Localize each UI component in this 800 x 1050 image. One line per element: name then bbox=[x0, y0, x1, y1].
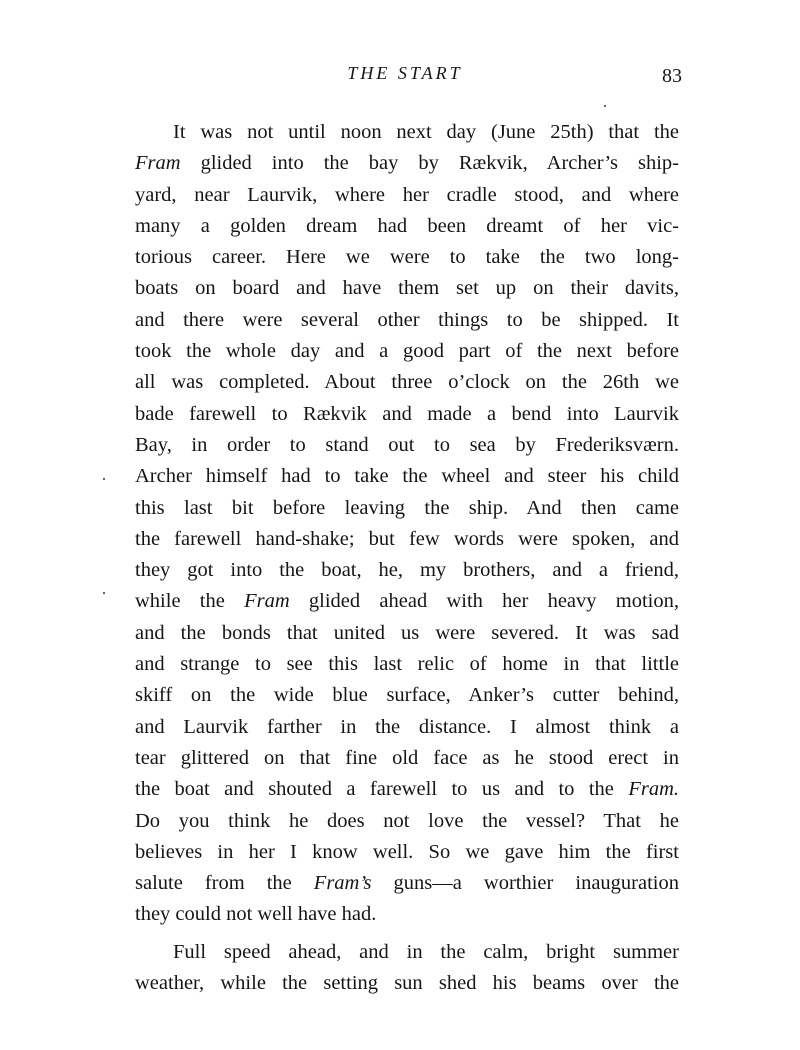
text-run: salute from the bbox=[135, 872, 314, 895]
italic-ship-name: Fram. bbox=[628, 778, 679, 801]
text-line bbox=[135, 968, 679, 999]
text-run: bade farewell to Rækvik and made a bend into Laurvik bbox=[135, 402, 679, 425]
text-line bbox=[135, 555, 679, 586]
paragraph bbox=[135, 937, 679, 1000]
text-run: while the bbox=[135, 590, 245, 613]
text-run: they got into the boat, he, my brothers, and a friend, bbox=[135, 559, 679, 582]
text-run: skiff on the wide blue surface, Anker’s cutter behind, bbox=[135, 684, 679, 707]
text-line bbox=[135, 743, 679, 774]
text-line bbox=[135, 336, 679, 367]
text-run: guns—a worthier inauguration bbox=[371, 872, 679, 895]
italic-ship-name: Fram bbox=[244, 590, 290, 613]
text-run: tear glittered on that fine old face as he stood erect in bbox=[135, 746, 679, 769]
text-line bbox=[135, 868, 679, 899]
text-run: Archer himself had to take the wheel and steer his child bbox=[135, 465, 679, 488]
text-line bbox=[135, 461, 679, 492]
text-line bbox=[135, 618, 679, 649]
print-speck bbox=[604, 105, 606, 107]
print-speck bbox=[103, 592, 105, 594]
text-line bbox=[135, 430, 679, 461]
text-run: this last bit before leaving the ship. And then came bbox=[135, 496, 679, 519]
text-line bbox=[135, 211, 679, 242]
text-line bbox=[135, 117, 679, 148]
text-line bbox=[135, 273, 679, 304]
text-run: believes in her I know well. So we gave him the first bbox=[135, 840, 679, 863]
text-line bbox=[135, 524, 679, 555]
text-run: weather, while the setting sun shed his beams over the bbox=[135, 972, 679, 995]
running-head bbox=[0, 63, 800, 93]
text-run: torious career. Here we were to take the two long- bbox=[135, 246, 679, 269]
running-title: THE START bbox=[347, 63, 463, 83]
text-run: they could not well have had. bbox=[135, 903, 377, 926]
text-run: took the whole day and a good part of the next before bbox=[135, 340, 679, 363]
page-number: 83 bbox=[662, 65, 682, 87]
body-text bbox=[135, 117, 679, 999]
text-line bbox=[135, 242, 679, 273]
text-run: the boat and shouted a farewell to us and to the bbox=[135, 778, 629, 801]
italic-ship-name: Fram’s bbox=[313, 872, 372, 895]
italic-ship-name: Fram bbox=[135, 152, 181, 175]
text-line bbox=[135, 367, 679, 398]
text-line bbox=[135, 712, 679, 743]
text-run: boats on board and have them set up on their davits, bbox=[135, 277, 679, 300]
text-line bbox=[135, 899, 679, 930]
text-line bbox=[135, 305, 679, 336]
text-run: Do you think he does not love the vessel? That he bbox=[135, 809, 679, 832]
text-run: yard, near Laurvik, where her cradle stood, and where bbox=[135, 183, 679, 206]
text-line bbox=[135, 937, 679, 968]
text-line bbox=[135, 774, 679, 805]
text-run: many a golden dream had been dreamt of her vic- bbox=[135, 214, 679, 237]
text-line bbox=[135, 493, 679, 524]
print-speck bbox=[103, 478, 105, 480]
text-line bbox=[135, 837, 679, 868]
text-line bbox=[135, 586, 679, 617]
text-run: and strange to see this last relic of home in that little bbox=[135, 653, 679, 676]
text-line bbox=[135, 806, 679, 837]
text-line bbox=[135, 399, 679, 430]
text-run: Full speed ahead, and in the calm, bright summer bbox=[173, 940, 679, 963]
text-run: glided ahead with her heavy motion, bbox=[289, 590, 679, 613]
text-run: the farewell hand-shake; but few words were spoken, and bbox=[135, 527, 679, 550]
text-line bbox=[135, 180, 679, 211]
text-line bbox=[135, 148, 679, 179]
text-run: and Laurvik farther in the distance. I almost think a bbox=[135, 715, 679, 738]
text-run: Bay, in order to stand out to sea by Frederiksværn. bbox=[135, 433, 679, 456]
text-run: all was completed. About three o’clock on the 26th we bbox=[135, 371, 679, 394]
text-run: and there were several other things to be shipped. It bbox=[135, 308, 679, 331]
paragraph bbox=[135, 117, 679, 931]
text-line bbox=[135, 680, 679, 711]
text-run: and the bonds that united us were severed. It was sad bbox=[135, 621, 679, 644]
text-line bbox=[135, 649, 679, 680]
text-run: It was not until noon next day (June 25th) that the bbox=[173, 121, 679, 143]
text-run: glided into the bay by Rækvik, Archer’s ship- bbox=[180, 152, 679, 175]
